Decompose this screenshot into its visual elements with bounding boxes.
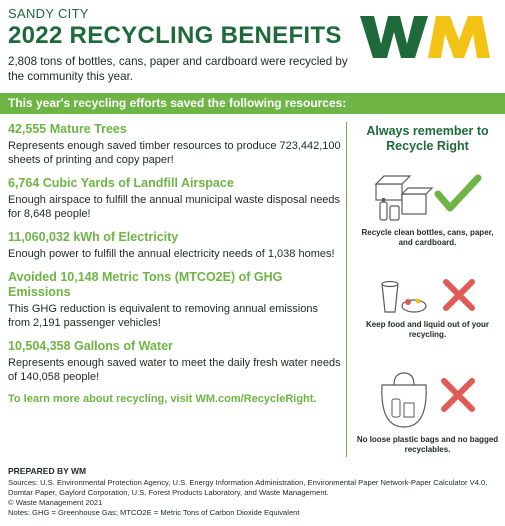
recyclables-check-icon [368, 164, 488, 226]
sidebar-heading: Always remember to Recycle Right [366, 124, 489, 153]
tip-plastic-bags [355, 369, 500, 455]
benefit-description: Enough airspace to fulfill the annual municipal waste disposal needs for 8,648 people! [8, 194, 341, 220]
prepared-by: PREPARED BY WM [8, 466, 87, 476]
benefit-heading: 11,060,032 kWh of Electricity [8, 230, 179, 244]
food-liquid-x-icon [368, 274, 488, 318]
benefit-heading: 10,504,358 Gallons of Water [8, 339, 173, 353]
tip-caption: Recycle clean bottles, cans, paper, and cardboard. [361, 228, 494, 247]
tip-recyclables [355, 164, 500, 248]
sources-text: Sources: U.S. Environmental Protection Agency, U.S. Energy Information Administration, Environmental Paper Network-Paper Calculator V4.0, Domtar Paper, Gaylord Corporation, U.S. Forest Products Laboratory, and Waste Management. [8, 478, 488, 497]
intro-text: 2,808 tons of bottles, cans, paper and cardboard were recycled by the community this year. [8, 55, 348, 83]
plastic-bag-x-icon [368, 369, 488, 433]
page-title: 2022 RECYCLING BENEFITS [8, 22, 342, 49]
benefit-description: This GHG reduction is equivalent to removing annual emissions from 2,191 passenger vehicles! [8, 303, 318, 329]
tip-food-liquid [355, 274, 500, 340]
benefit-heading: 42,555 Mature Trees [8, 122, 127, 136]
footer [8, 466, 498, 518]
list-item [8, 122, 341, 167]
tip-caption: No loose plastic bags and no bagged recyclables. [356, 435, 499, 454]
section-banner: This year's recycling efforts saved the following resources: [0, 93, 505, 114]
benefit-description: Represents enough saved timber resources to produce 723,442,100 sheets of printing and copy paper! [8, 140, 341, 166]
list-item [8, 339, 341, 384]
list-item [8, 230, 341, 261]
notes-text: Notes: GHG = Greenhouse Gas; MTCO2E = Metric Tons of Carbon Dioxide Equivalent [8, 508, 300, 517]
benefit-description: Represents enough saved water to meet the daily fresh water needs of 140,058 people! [8, 357, 341, 383]
list-item [8, 176, 341, 221]
wm-logo-icon [360, 14, 495, 60]
tip-caption: Keep food and liquid out of your recycling. [365, 320, 490, 339]
recycle-right-sidebar [355, 124, 500, 454]
copyright-text: © Waste Management 2021 [8, 498, 103, 507]
benefit-heading: 6,764 Cubic Yards of Landfill Airspace [8, 176, 234, 190]
benefit-description: Enough power to fulfill the annual electricity needs of 1,038 homes! [8, 248, 335, 260]
list-item [8, 270, 341, 330]
city-name: SANDY CITY [8, 6, 89, 21]
learn-more-link[interactable]: To learn more about recycling, visit WM.com/RecycleRight. [8, 393, 317, 405]
benefits-list [8, 122, 341, 405]
column-divider [346, 122, 347, 457]
benefit-heading: Avoided 10,148 Metric Tons (MTCO2E) of GHG Emissions [8, 270, 283, 299]
